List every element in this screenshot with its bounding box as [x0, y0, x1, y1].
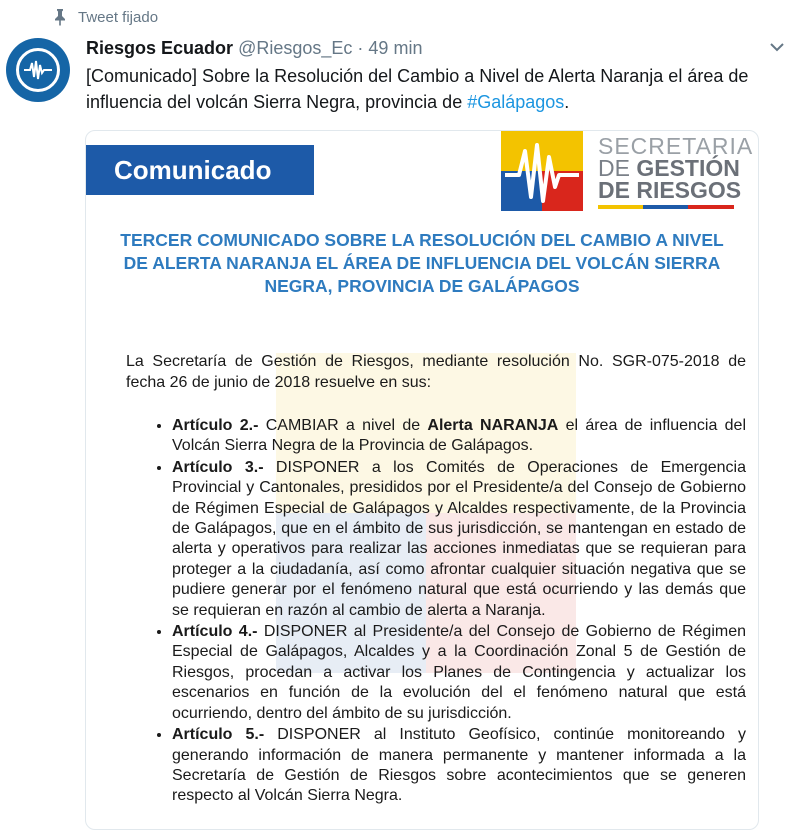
comunicado-banner: Comunicado: [86, 145, 314, 195]
tweet-text: [86, 63, 786, 115]
list-item: [172, 457, 746, 621]
article-label: Artículo 5.-: [172, 726, 265, 744]
tweet-header: [86, 36, 780, 60]
pinned-tweet-indicator: [52, 8, 158, 26]
tweet-body: [Comunicado] Sobre la Resolución del Cambio a Nivel de Alerta Naranja el área de influencia del volcán Sierra Negra, provincia de: [86, 66, 749, 112]
list-item: [172, 621, 746, 724]
logo-line2-bold: GESTIÓN: [636, 155, 740, 181]
logo-line2: [598, 157, 753, 179]
article-text: DISPONER a los Comités de Operaciones de Emergencia Provincial y Cantonales, presididos por el Presidente/a del Consejo de Gobierno de Régimen Especial de Galápagos y Alcaldes respectivamente, de la Provincia de Galápagos, que en el ámbito de sus jurisdicción, se mantengan en estado de alerta y operativos para realizar las acciones inmediatas que se requieran para proteger a la ciudadanía, así como afrontar cualquier situación negativa que se pudiere generar por el fenómeno natural que está ocurriendo y las demás que se requieran en razón al cambio de alerta a Naranja.: [172, 458, 746, 619]
avatar[interactable]: [6, 38, 70, 102]
pinned-label: Tweet fijado: [78, 8, 159, 26]
attached-image[interactable]: [85, 130, 759, 830]
hashtag-link[interactable]: #Galápagos: [467, 92, 565, 112]
author-name[interactable]: Riesgos Ecuador: [86, 38, 234, 58]
logo-line2-prefix: DE: [598, 155, 637, 181]
meta-separator: ·: [357, 38, 364, 58]
sgr-logo-text: [598, 135, 753, 209]
tweet-timestamp[interactable]: 49 min: [368, 38, 423, 58]
article-label: Artículo 2.-: [172, 417, 259, 434]
document-title: TERCER COMUNICADO SOBRE LA RESOLUCIÓN DEL CAMBIO A NIVEL DE ALERTA NARANJA EL ÁREA DE INFLUENCIA DEL VOLCÁN SIERRA NEGRA, PROVINCIA DE GALÁPAGOS: [120, 230, 724, 296]
article-label: Artículo 3.-: [172, 458, 264, 476]
avatar-frame: [16, 48, 60, 92]
article-highlight: Alerta NARANJA: [427, 417, 559, 434]
logo-stripe: [598, 205, 734, 209]
author-handle[interactable]: @Riesgos_Ec: [238, 38, 353, 58]
article-label: Artículo 4.-: [172, 623, 258, 641]
tweet-body-end: .: [564, 92, 570, 112]
list-item: [172, 415, 746, 457]
logo-line1: SECRETARIA: [598, 133, 754, 159]
articles-list: [126, 415, 746, 807]
document-intro: La Secretaría de Gestión de Riesgos, mediante resolución No. SGR-075-2018 de fecha 26 de junio de 2018 resuelve en sus:: [126, 353, 746, 391]
article-text: CAMBIAR a nivel de: [258, 417, 428, 434]
pin-icon: [52, 8, 68, 26]
article-text: el área de influencia del Volcán Sierra Negra de la Provincia de Galápagos.: [172, 417, 746, 455]
article-text: DISPONER al Instituto Geofísico, continúe monitoreando y generando información de manera permanente y mantener informada a la Secretaría de Gestión de Riesgos sobre acontecimientos que se generen respecto al Volcán Sierra Negra.: [172, 726, 747, 805]
chevron-down-icon[interactable]: [768, 38, 786, 56]
list-item: [172, 724, 746, 807]
seismograph-icon: [23, 59, 53, 81]
sgr-logo-icon: [501, 131, 583, 211]
article-text: DISPONER al Presidente/a del Consejo de Gobierno de Régimen Especial de Galápagos, Alcaldes y a la Coordinación Zonal 5 de Gestión de Riesgos, procedan a activar los Planes de Contingencia y actualizar los escenarios en función de la evolución del el fenómeno natural que está ocurriendo, dentro del ámbito de su jurisdicción.: [172, 623, 746, 722]
logo-line3: DE RIESGOS: [598, 177, 742, 203]
